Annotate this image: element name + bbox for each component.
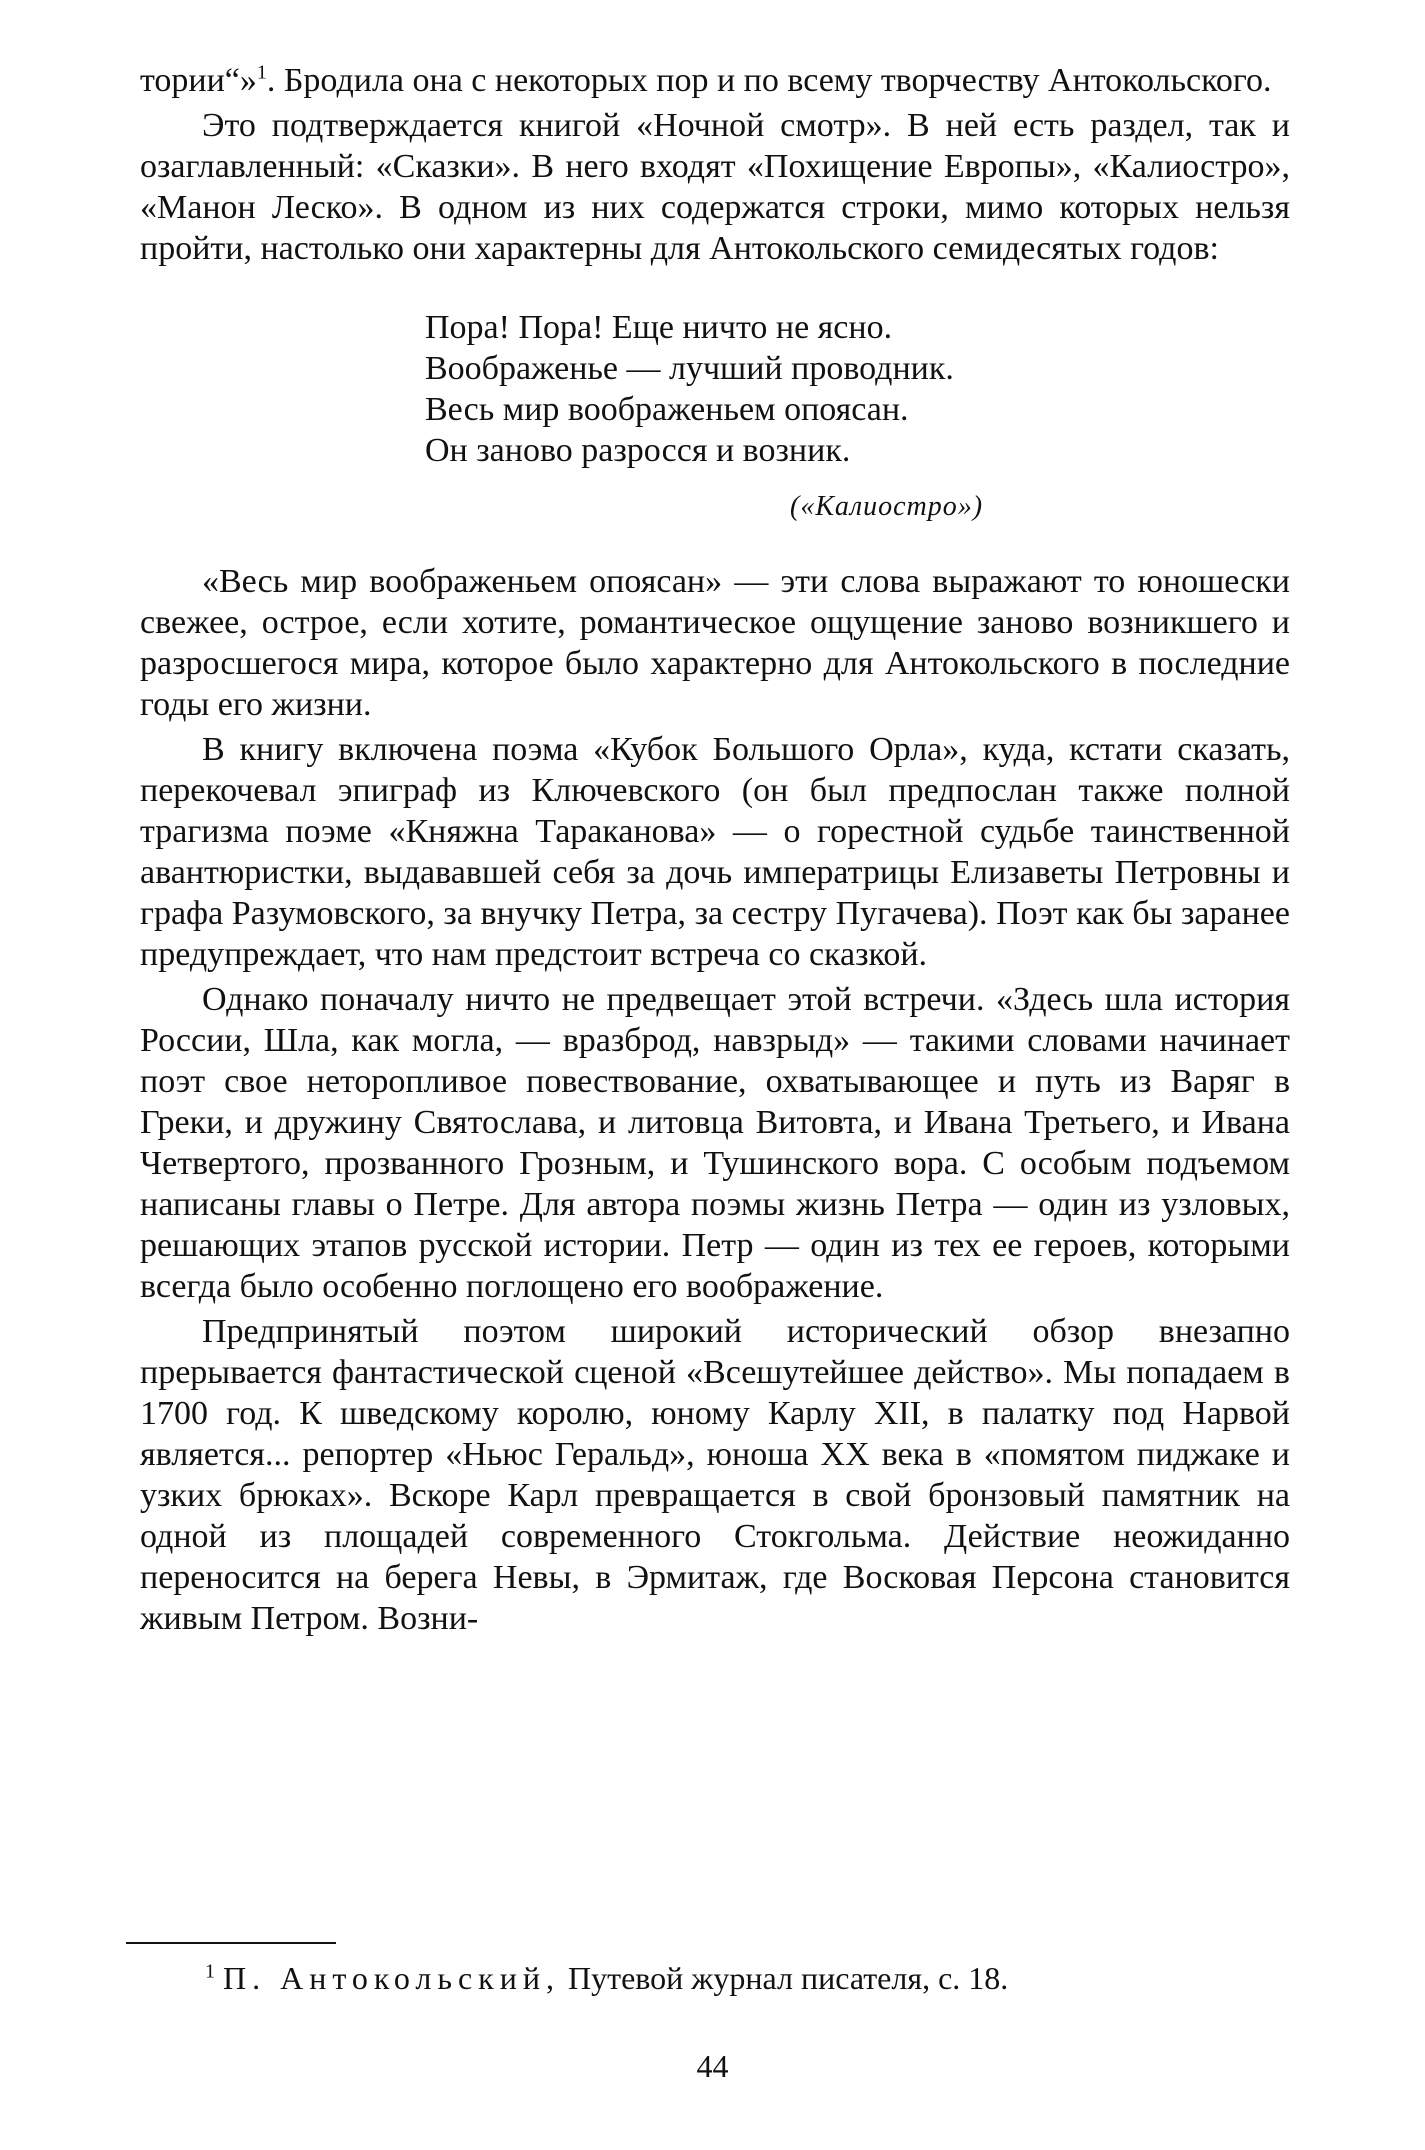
footnote: [205, 1958, 1305, 1998]
footnote-marker: 1: [205, 1960, 215, 1983]
paragraph-text: . Бродила она с некоторых пор и по всему творчеству Антокольского.: [266, 62, 1272, 99]
poem-source: («Калиостро»): [790, 491, 984, 522]
paragraph: Предпринятый поэтом широкий исторический обзор внезапно прерывается фантастической сценой «Всешутейшее действо». Мы попадаем в 1700 год. К шведскому королю, юному Карлу XII, в палатку под Нарвой является... репортер «Ньюс Геральд», юноша XX века в «помятом пиджаке и узких брюках». Вскоре Карл превращается в свой бронзовый памятник на одной из площадей современного Стокгольма. Действие неожиданно переносится на берега Невы, в Эрмитаж, где Восковая Персона становится живым Петром. Возни-: [140, 1313, 1290, 1637]
footnote-text: Путевой журнал писателя, с. 18.: [559, 1960, 1009, 1996]
paragraph-text: тории“»: [140, 62, 257, 99]
paragraph-continuation: [140, 60, 1290, 101]
footnote-reference: 1: [256, 61, 267, 84]
poem-line: Весь мир воображеньем опоясан.: [425, 391, 909, 428]
footnote-divider: [126, 1942, 336, 1944]
poem-line: Он заново разросся и возник.: [425, 432, 851, 469]
paragraph: «Весь мир воображеньем опоясан» — эти слова выражают то юношески свежее, острое, если хотите, романтическое ощущение заново возникшего и разросшегося мира, которое было характерно для Антокольского в последние годы его жизни.: [140, 563, 1290, 723]
poem-line: Воображенье — лучший проводник.: [425, 350, 954, 387]
poem-quote: [425, 307, 1290, 471]
paragraph: Это подтверждается книгой «Ночной смотр». В ней есть раздел, так и озаглавленный: «Сказки». В него входят «Похищение Европы», «Калиостро», «Манон Леско». В одном из них содержатся строки, мимо которых нельзя пройти, настолько они характерны для Антокольского семидесятых годов:: [140, 107, 1290, 267]
poem-line: Пора! Пора! Еще ничто не ясно.: [425, 309, 893, 346]
page-number: 44: [696, 2048, 729, 2084]
page-body: [140, 60, 1290, 1643]
paragraph: Однако поначалу ничто не предвещает этой встречи. «Здесь шла история России, Шла, как могла, — вразброд, навзрыд» — такими словами начинает поэт свое неторопливое повествование, охватывающее и путь из Варяг в Греки, и дружину Святослава, и литовца Витовта, и Ивана Третьего, и Ивана Четвертого, прозванного Грозным, и Тушинского вора. С особым подъемом написаны главы о Петре. Для автора поэмы жизнь Петра — один из узловых, решающих этапов русской истории. Петр — один из тех ее героев, которыми всегда было особенно поглощено его воображение.: [140, 981, 1290, 1305]
footnote-author: П. Антокольский,: [223, 1960, 560, 1996]
paragraph: В книгу включена поэма «Кубок Большого Орла», куда, кстати сказать, перекочевал эпиграф из Ключевского (он был предпослан также полной трагизма поэме «Княжна Тараканова» — о горестной судьбе таинственной авантюристки, выдававшей себя за дочь императрицы Елизаветы Петровны и графа Разумовского, за внучку Петра, за сестру Пугачева). Поэт как бы заранее предупреждает, что нам предстоит встреча со сказкой.: [140, 731, 1290, 973]
